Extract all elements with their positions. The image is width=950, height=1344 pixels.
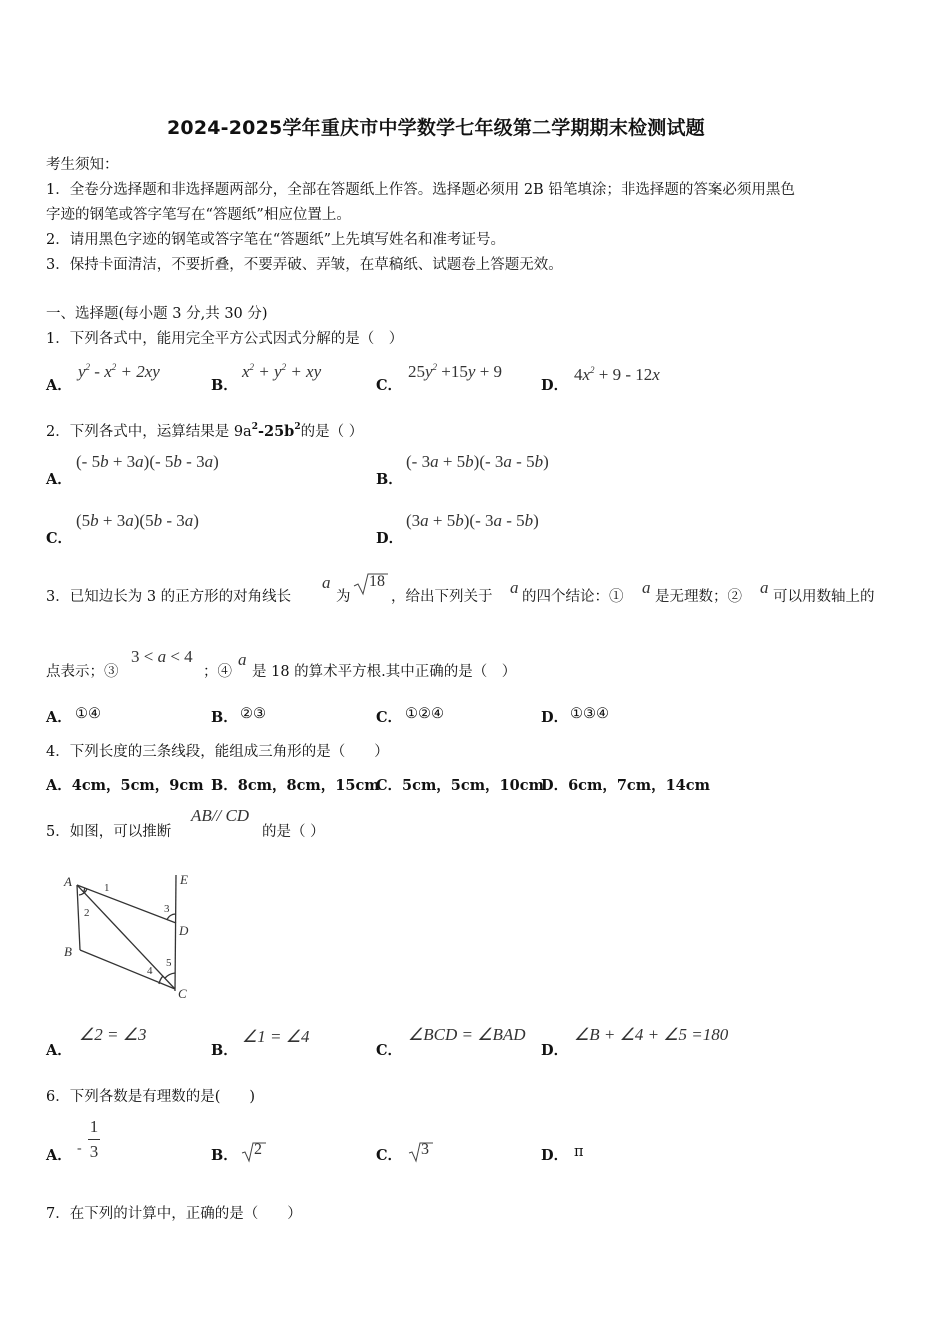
q5-option-b: ∠1 = ∠4 [242, 1027, 310, 1046]
q1-label-d: D． [541, 377, 569, 394]
q5-option-a: ∠2 = ∠3 [79, 1025, 147, 1044]
q6-option-a: $\frac{1}{3}$ [89, 1117, 99, 1161]
fig-num-5: 5 [166, 957, 172, 969]
q3-line2-part3: 是 18 的算术平方根.其中正确的是（ ） [252, 664, 517, 680]
fig-num-1: 1 [104, 882, 110, 894]
q3-stem-part3: 的四个结论：① [522, 589, 624, 605]
q6-stem: 6．下列各数是有理数的是( ) [46, 1089, 256, 1105]
q6-option-d: π [574, 1144, 584, 1160]
q1-option-c: $25y^2 +15y + 9$ [408, 362, 503, 381]
q6-label-a: A． [46, 1147, 72, 1164]
q5-label-b: B． [211, 1042, 238, 1059]
q3-stem-part4: 是无理数；② [655, 589, 742, 605]
segment-ac [77, 885, 175, 989]
q4-option-c: C．5cm，5cm，10cm [376, 777, 544, 794]
q6-label-d: D． [541, 1147, 569, 1164]
q6-label-c: C． [376, 1147, 403, 1164]
q5-label-c: C． [376, 1042, 403, 1059]
q5-stem-part2: 的是（ ） [262, 824, 325, 840]
q5-expression: AB// CD [191, 806, 250, 825]
q3-label-a: A． [46, 709, 72, 726]
notice-line-2: 2．请用黑色字迹的钢笔或答字笔在“答题纸”上先填写姓名和准考证号。 [46, 232, 506, 248]
fig-num-2: 2 [84, 907, 90, 919]
q3-stem-part1: 3．已知边长为 3 的正方形的对角线长 [46, 589, 292, 605]
q5-option-c: ∠BCD = ∠BAD [408, 1025, 526, 1044]
q6-label-b: B． [211, 1147, 238, 1164]
q3-label-c: C． [376, 709, 403, 726]
q4-stem: 4．下列长度的三条线段，能组成三角形的是（ ） [46, 744, 389, 760]
fig-label-b: B [64, 944, 72, 959]
arc-angle-5 [165, 973, 175, 978]
q2-option-b: (- 3a + 5b)(- 3a - 5b) [406, 452, 549, 471]
page-title: 2024-2025学年重庆市中学数学七年级第二学期期末检测试题 [167, 117, 705, 139]
q5-option-d: ∠B + ∠4 + ∠5 =180 [574, 1025, 729, 1044]
q5-label-d: D． [541, 1042, 569, 1059]
q1-option-d: $4x^2 + 9 - 12x$ [574, 365, 660, 384]
notice-heading: 考生须知： [46, 157, 119, 173]
q1-option-b: $x^2 + y^2$ + xy [242, 362, 322, 381]
q3-option-b: ②③ [240, 706, 266, 722]
q5-stem-part1: 5．如图，可以推断 [46, 824, 172, 840]
q6-option-c: 3 [421, 1141, 429, 1158]
q3-label-d: D． [541, 709, 569, 726]
notice-line-1a: 1．全卷分选择题和非选择题两部分，全部在答题纸上作答。选择题必须用 2B 铅笔填涂；非选择题的答案必须用黑色 [46, 182, 795, 198]
fig-label-d: D [179, 923, 189, 938]
fig-num-3: 3 [164, 903, 170, 915]
q6-option-b: 2 [254, 1141, 262, 1158]
q3-sqrt-value: 18 [369, 573, 385, 590]
q3-is: 为 [336, 589, 351, 605]
q3-option-d: ①③④ [570, 706, 609, 722]
q6-minus: - [77, 1141, 82, 1156]
q3-stem-part2: ，给出下列关于 [391, 589, 493, 605]
q5-label-a: A． [46, 1042, 72, 1059]
q2-option-a: (- 5b + 3a)(- 5b - 3a) [76, 452, 219, 471]
notice-line-1b: 字迹的钢笔或答字笔写在“答题纸”相应位置上。 [46, 207, 351, 223]
q3-var-a-4: a [760, 578, 769, 597]
section-heading: 一、选择题(每小题 3 分,共 30 分) [46, 306, 268, 322]
fig-label-c: C [178, 986, 187, 1001]
segment-ec [175, 875, 176, 991]
q3-var-a-1: a [322, 573, 331, 592]
q1-option-a: $y^2 - x^2 + 2xy$ [78, 362, 160, 381]
q1-stem: 1．下列各式中，能用完全平方公式因式分解的是（ ） [46, 331, 404, 347]
q1-label-a: A． [46, 377, 72, 394]
q4-option-d: D．6cm，7cm，14cm [541, 777, 710, 794]
fig-label-a: A [64, 874, 72, 889]
q1-label-b: B． [211, 377, 238, 394]
q4-option-b: B．8cm，8cm，15cm [211, 777, 380, 794]
q5-figure [60, 858, 200, 1006]
fig-num-4: 4 [147, 965, 153, 977]
segment-bc [80, 950, 175, 989]
q2-option-c: (5b + 3a)(5b - 3a) [76, 511, 199, 530]
q2-label-c: C． [46, 530, 73, 547]
segment-ad [77, 885, 176, 923]
q3-line2-part1: 点表示；③ [46, 664, 119, 680]
q3-stem-part5: 可以用数轴上的 [773, 589, 875, 605]
q4-option-a: A．4cm，5cm，9cm [46, 777, 204, 794]
q2-stem: 2．下列各式中，运算结果是 $9a^2-25b^2$的是（ ） [46, 422, 364, 440]
q2-option-d: (3a + 5b)(- 3a - 5b) [406, 511, 539, 530]
fig-label-e: E [180, 872, 188, 887]
q3-var-a-2: a [510, 578, 519, 597]
q7-stem: 7．在下列的计算中，正确的是（ ） [46, 1206, 302, 1222]
q2-label-a: A． [46, 471, 72, 488]
q2-label-d: D． [376, 530, 404, 547]
notice-line-3: 3．保持卡面清洁，不要折叠，不要弄破、弄皱，在草稿纸、试题卷上答题无效。 [46, 257, 563, 273]
q2-label-b: B． [376, 471, 403, 488]
q3-line2-part2: ；④ [203, 664, 232, 680]
q1-label-c: C． [376, 377, 403, 394]
q3-option-a: ①④ [75, 706, 101, 722]
q3-label-b: B． [211, 709, 238, 726]
q3-var-a-3: a [642, 578, 651, 597]
q3-var-a-5: a [238, 650, 247, 669]
q3-option-c: ①②④ [405, 706, 444, 722]
q3-inequality: 3 < a < 4 [131, 647, 193, 666]
